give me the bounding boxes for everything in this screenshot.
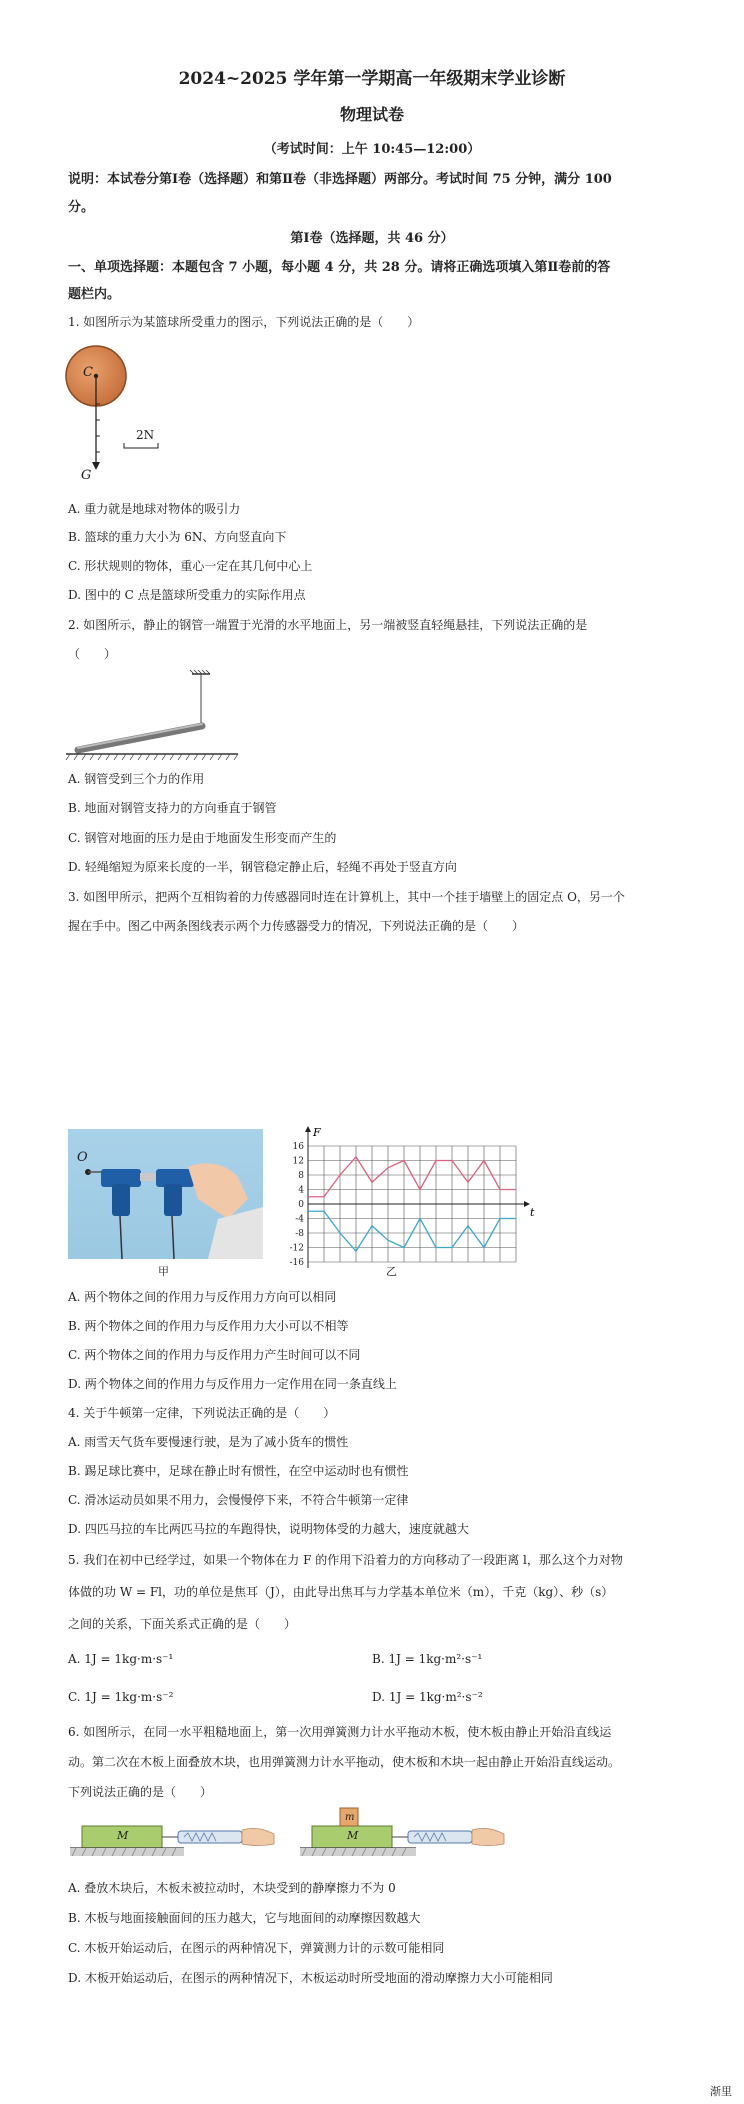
q3-stem-line1: 3. 如图甲所示，把两个互相钩着的力传感器同时连在计算机上，其中一个挂于墙壁上的固定点 O，另一个 (68, 890, 625, 904)
q5-option-d: D. 1J = 1kg·m²·s⁻² (372, 1690, 483, 1704)
q5-option-a: A. 1J = 1kg·m·s⁻¹ (68, 1652, 174, 1666)
y-tick-label: 4 (298, 1185, 304, 1196)
board-left-label: M (117, 1829, 129, 1842)
y-tick-label: 0 (298, 1200, 304, 1210)
gravity-arrowhead (92, 462, 100, 470)
q6-option-a: A. 叠放木块后，木板未被拉动时，木块受到的静摩擦力不为 0 (68, 1881, 396, 1895)
y-tick-label: 16 (292, 1142, 304, 1152)
q1-stem: 1. 如图所示为某篮球所受重力的图示，下列说法正确的是（ ） (68, 315, 420, 329)
photo-caption: 甲 (158, 1265, 169, 1278)
series-line-red (308, 1157, 516, 1197)
q5-option-c: C. 1J = 1kg·m·s⁻² (68, 1690, 174, 1704)
page-footer: 渐里 (710, 2085, 732, 2098)
section-instruction-line1: 一、单项选择题：本题包含 7 小题，每小题 4 分，共 28 分。请将正确选项填入第Ⅱ卷前的答 (68, 260, 611, 275)
gravity-g-label: G (81, 468, 92, 483)
exam-note-line1: 说明：本试卷分第Ⅰ卷（选择题）和第Ⅱ卷（非选择题）两部分。考试时间 75 分钟，满分 100 (68, 172, 612, 187)
q6-option-b: B. 木板与地面接触面间的压力越大，它与地面间的动摩擦因数越大 (68, 1911, 421, 1925)
q2-stem-line1: 2. 如图所示，静止的钢管一端置于光滑的水平地面上，另一端被竖直轻绳悬挂，下列说法正确的是 (68, 618, 588, 632)
q4-option-d: D. 四匹马拉的车比两匹马拉的车跑得快，说明物体受的力越大，速度就越大 (68, 1522, 469, 1536)
q4-option-b: B. 踢足球比赛中，足球在静止时有惯性，在空中运动时也有惯性 (68, 1464, 409, 1478)
q1-option-c: C. 形状规则的物体，重心一定在其几何中心上 (68, 559, 313, 573)
q6-stem-line1: 6. 如图所示，在同一水平粗糙地面上，第一次用弹簧测力计水平拖动木板，使木板由静止开始沿直线运 (68, 1725, 612, 1739)
hand-icon-left (242, 1828, 274, 1845)
q5-stem-line3: 之间的关系，下面关系式正确的是（ ） (68, 1617, 297, 1631)
scale-label: 2N (136, 428, 155, 442)
q3-sensor-photo (68, 1129, 263, 1259)
y-tick-label: -4 (295, 1214, 304, 1225)
q3-force-time-chart (268, 1124, 535, 1276)
q4-stem: 4. 关于牛顿第一定律，下列说法正确的是（ ） (68, 1406, 336, 1420)
q2-option-c: C. 钢管对地面的压力是由于地面发生形变而产生的 (68, 831, 337, 845)
photo-o-label: O (77, 1150, 88, 1165)
q1-option-d: D. 图中的 C 点是篮球所受重力的实际作用点 (68, 588, 306, 602)
q6-stem-line3: 下列说法正确的是（ ） (68, 1785, 213, 1799)
exam-note-line2: 分。 (68, 200, 95, 215)
q3-option-a: A. 两个物体之间的作用力与反作用力方向可以相同 (68, 1290, 337, 1304)
chart-caption: 乙 (386, 1265, 397, 1278)
q2-stem-line2: （ ） (68, 647, 117, 661)
q2-option-b: B. 地面对钢管支持力的方向垂直于钢管 (68, 801, 277, 815)
q6-option-d: D. 木板开始运动后，在图示的两种情况下，木板运动时所受地面的滑动摩擦力大小可能相同 (68, 1971, 553, 1985)
q2-option-d: D. 轻绳缩短为原来长度的一半，钢管稳定静止后，轻绳不再处于竖直方向 (68, 860, 457, 874)
q1-basketball-figure (60, 344, 180, 490)
block-label: m (345, 1812, 355, 1823)
q6-option-c: C. 木板开始运动后，在图示的两种情况下，弹簧测力计的示数可能相同 (68, 1941, 445, 1955)
y-tick-label: -8 (295, 1229, 304, 1239)
exam-subject: 物理试卷 (339, 105, 404, 124)
q6-stem-line2: 动。第二次在木板上面叠放木块，也用弹簧测力计水平拖动，使木板和木块一起由静止开始沿直线运动。 (68, 1755, 621, 1769)
q5-stem-line2: 体做的功 W = Fl，功的单位是焦耳（J），由此导出焦耳与力学基本单位米（m），千克（kg）、秒（s） (68, 1585, 614, 1599)
section-instruction-line2: 题栏内。 (68, 287, 121, 302)
q3-option-c: C. 两个物体之间的作用力与反作用力产生时间可以不同 (68, 1348, 361, 1362)
part-title: 第Ⅰ卷（选择题，共 46 分） (290, 231, 454, 246)
hand-icon-right (472, 1828, 504, 1845)
q1-option-b: B. 篮球的重力大小为 6N、方向竖直向下 (68, 530, 287, 544)
y-axis-arrow (305, 1126, 311, 1132)
q6-board-figure (66, 1806, 516, 1868)
y-tick-label: 8 (298, 1171, 304, 1181)
q5-stem-line1: 5. 我们在初中已经学过，如果一个物体在力 F 的作用下沿着力的方向移动了一段距离 l，那么这个力对物 (68, 1553, 623, 1567)
q1-option-a: A. 重力就是地球对物体的吸引力 (68, 502, 241, 516)
q3-stem-line2: 握在手中。图乙中两条图线表示两个力传感器受力的情况，下列说法正确的是（ ） (68, 919, 525, 933)
y-tick-label: 12 (292, 1156, 304, 1167)
series-line-cyan (308, 1211, 516, 1251)
exam-title: 2024~2025 学年第一学期高一年级期末学业诊断 (178, 69, 566, 89)
hand-icon (188, 1163, 248, 1219)
q3-option-d: D. 两个物体之间的作用力与反作用力一定作用在同一条直线上 (68, 1377, 397, 1391)
q2-option-a: A. 钢管受到三个力的作用 (68, 772, 205, 786)
scale-bar (124, 443, 158, 448)
q2-steel-pipe-figure (66, 670, 246, 764)
y-tick-label: -16 (289, 1258, 304, 1268)
exam-time: （考试时间：上午 10:45—12:00） (263, 142, 481, 157)
point-c-label: C (83, 365, 93, 380)
q5-option-b: B. 1J = 1kg·m²·s⁻¹ (372, 1652, 483, 1666)
board-right-label: M (347, 1829, 359, 1842)
y-tick-label: -12 (289, 1243, 304, 1254)
chart-x-axis-label: t (530, 1206, 535, 1219)
q3-option-b: B. 两个物体之间的作用力与反作用力大小可以不相等 (68, 1319, 349, 1333)
steel-pipe (78, 726, 202, 750)
q4-option-a: A. 雨雪天气货车要慢速行驶，是为了减小货车的惯性 (68, 1435, 349, 1449)
q4-option-c: C. 滑冰运动员如果不用力，会慢慢停下来，不符合牛顿第一定律 (68, 1493, 409, 1507)
chart-y-axis-label: F (313, 1126, 321, 1139)
